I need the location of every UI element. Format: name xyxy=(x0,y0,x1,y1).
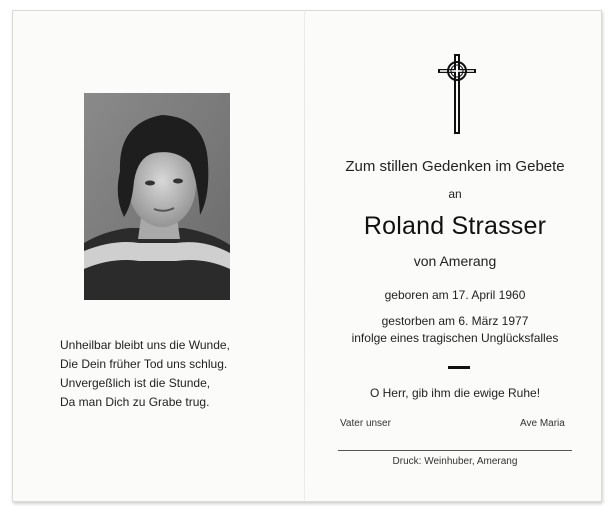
ave-maria-label: Ave Maria xyxy=(520,418,565,429)
birth-date: geboren am 17. April 1960 xyxy=(384,288,526,302)
footer-rule xyxy=(338,450,572,451)
poem-line: Unvergeßlich ist die Stunde, xyxy=(60,376,211,390)
memorial-poem xyxy=(60,336,290,412)
death-cause: infolge eines tragischen Unglücksfalles xyxy=(351,331,559,345)
death-date: gestorben am 6. März 1977 xyxy=(381,314,529,328)
deceased-origin: von Amerang xyxy=(413,253,497,269)
portrait-illustration xyxy=(84,93,230,300)
memorial-heading: Zum stillen Gedenken im Gebete xyxy=(345,158,565,175)
memorial-an: an xyxy=(448,187,462,201)
deceased-name: Roland Strasser xyxy=(363,212,547,240)
poem-line: Da man Dich zu Grabe trug. xyxy=(60,395,210,409)
vater-unser-label: Vater unser xyxy=(340,418,391,429)
portrait-photo xyxy=(84,93,230,300)
poem-line: Unheilbar bleibt uns die Wunde, xyxy=(60,338,230,352)
cross-icon xyxy=(438,54,476,134)
divider-dash xyxy=(448,366,470,369)
poem-line: Die Dein früher Tod uns schlug. xyxy=(60,357,228,371)
printer-credit: Druck: Weinhuber, Amerang xyxy=(392,456,518,467)
prayer-line: O Herr, gib ihm die ewige Ruhe! xyxy=(369,386,541,400)
